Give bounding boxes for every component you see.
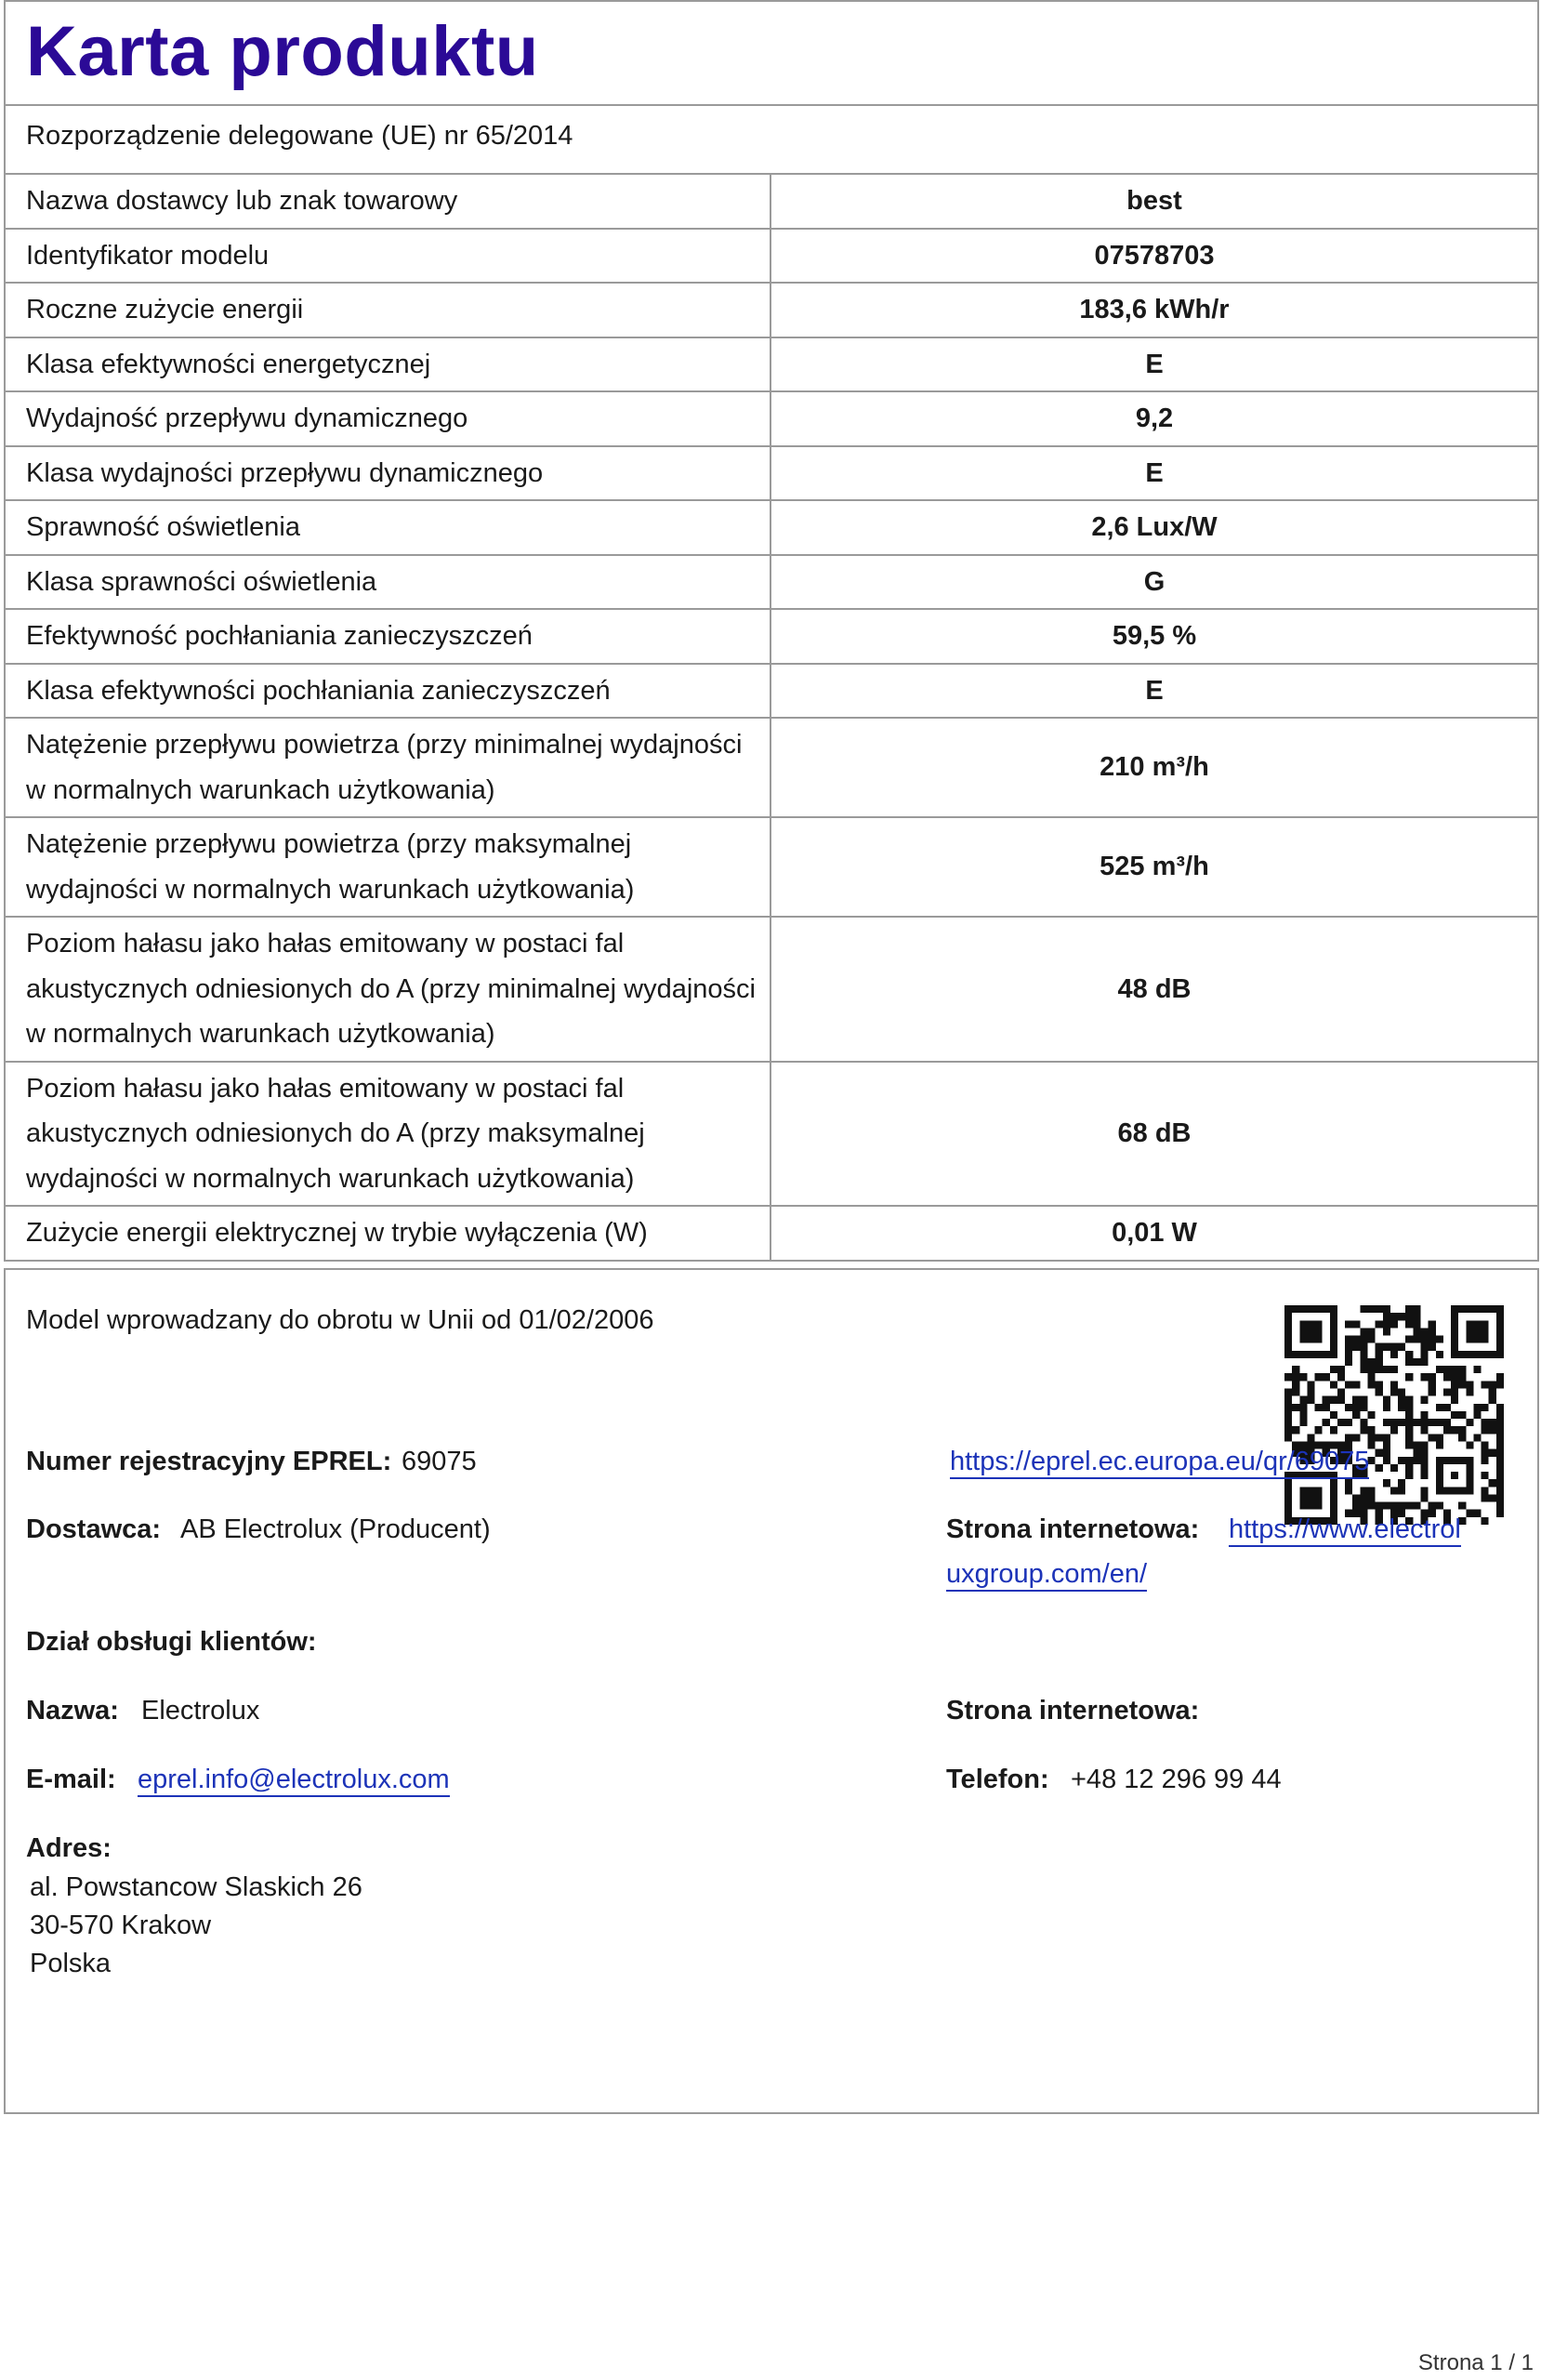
customer-service-label: Dział obsługi klientów: <box>26 1627 317 1657</box>
address-line-1: al. Powstancow Slaskich 26 <box>30 1872 362 1902</box>
row-label: Identyfikator modelu <box>6 229 770 284</box>
row-label: Nazwa dostawcy lub znak towarowy <box>6 175 770 229</box>
row-value: E <box>770 337 1537 392</box>
row-label: Klasa efektywności energetycznej <box>6 337 770 392</box>
spec-table <box>6 175 1537 1260</box>
table-row <box>6 229 1537 284</box>
row-label: Zużycie energii elektrycznej w trybie wyłączenia (W) <box>6 1206 770 1260</box>
table-row <box>6 283 1537 337</box>
website-link-part1[interactable]: https://www.electrol <box>1229 1514 1461 1547</box>
row-value: 525 m³/h <box>770 817 1537 917</box>
table-row <box>6 391 1537 446</box>
table-row <box>6 664 1537 719</box>
supplier-label: Dostawca: <box>26 1514 162 1544</box>
row-label: Sprawność oświetlenia <box>6 500 770 555</box>
table-row <box>6 175 1537 229</box>
regulation-row <box>6 106 1537 175</box>
row-label: Poziom hałasu jako hałas emitowany w postaci fal akustycznych odniesionych do A (przy maksymalnej wydajności w normalnych warunkach użytkowania) <box>6 1062 770 1207</box>
row-value: 07578703 <box>770 229 1537 284</box>
regulation-text: Rozporządzenie delegowane (UE) nr 65/2014 <box>26 121 573 151</box>
phone-value: +48 12 296 99 44 <box>1071 1765 1282 1794</box>
page-title: Karta produktu <box>26 12 539 91</box>
row-value: 68 dB <box>770 1062 1537 1207</box>
row-label: Natężenie przepływu powietrza (przy maksymalnej wydajności w normalnych warunkach użytkowania) <box>6 817 770 917</box>
eprel-label: Numer rejestracyjny EPREL: <box>26 1447 392 1476</box>
product-data-sheet <box>4 0 1539 1262</box>
row-label: Natężenie przepływu powietrza (przy minimalnej wydajności w normalnych warunkach użytkowania) <box>6 718 770 817</box>
row-value: best <box>770 175 1537 229</box>
table-row <box>6 718 1537 817</box>
row-label: Klasa sprawności oświetlenia <box>6 555 770 610</box>
table-row <box>6 555 1537 610</box>
address-label: Adres: <box>26 1833 112 1863</box>
table-row <box>6 917 1537 1062</box>
row-label: Efektywność pochłaniania zanieczyszczeń <box>6 609 770 664</box>
table-row <box>6 446 1537 501</box>
market-date: Model wprowadzany do obrotu w Unii od 01/02/2006 <box>26 1305 654 1335</box>
table-row <box>6 1206 1537 1260</box>
supplier-value: AB Electrolux (Producent) <box>180 1514 491 1544</box>
phone-label: Telefon: <box>946 1765 1049 1794</box>
row-value: E <box>770 664 1537 719</box>
row-value: 2,6 Lux/W <box>770 500 1537 555</box>
row-label: Klasa wydajności przepływu dynamicznego <box>6 446 770 501</box>
row-label: Klasa efektywności pochłaniania zanieczyszczeń <box>6 664 770 719</box>
row-value: 48 dB <box>770 917 1537 1062</box>
website-link-part2[interactable]: uxgroup.com/en/ <box>946 1559 1147 1592</box>
eprel-number: 69075 <box>402 1447 477 1476</box>
row-value: 210 m³/h <box>770 718 1537 817</box>
table-row <box>6 337 1537 392</box>
table-row <box>6 500 1537 555</box>
row-value: 9,2 <box>770 391 1537 446</box>
table-row <box>6 609 1537 664</box>
row-label: Roczne zużycie energii <box>6 283 770 337</box>
address-line-2: 30-570 Krakow <box>30 1911 212 1940</box>
email-label: E-mail: <box>26 1765 116 1794</box>
address-line-3: Polska <box>30 1949 112 1978</box>
row-value: 0,01 W <box>1112 1218 1197 1248</box>
name-label: Nazwa: <box>26 1696 119 1726</box>
qr-code-icon[interactable] <box>1284 1305 1504 1525</box>
row-label: Wydajność przepływu dynamicznego <box>6 391 770 446</box>
row-value: E <box>770 446 1537 501</box>
row-label: Poziom hałasu jako hałas emitowany w postaci fal akustycznych odniesionych do A (przy minimalnej wydajności w normalnych warunkach użytkowania) <box>6 917 770 1062</box>
name-value: Electrolux <box>141 1696 260 1726</box>
page-number: Strona 1 / 1 <box>1417 2350 1534 2375</box>
title-row <box>6 2 1537 106</box>
table-row <box>6 817 1537 917</box>
row-value: 183,6 kWh/r <box>770 283 1537 337</box>
eprel-link[interactable]: https://eprel.ec.europa.eu/qr/69075 <box>950 1447 1369 1479</box>
website-label: Strona internetowa: <box>946 1514 1200 1544</box>
email-link[interactable]: eprel.info@electrolux.com <box>138 1765 450 1797</box>
cs-website-label: Strona internetowa: <box>946 1696 1200 1726</box>
row-value: 59,5 % <box>770 609 1537 664</box>
row-value: G <box>770 555 1537 610</box>
table-row <box>6 1062 1537 1207</box>
supplier-info-box <box>4 1268 1539 2114</box>
